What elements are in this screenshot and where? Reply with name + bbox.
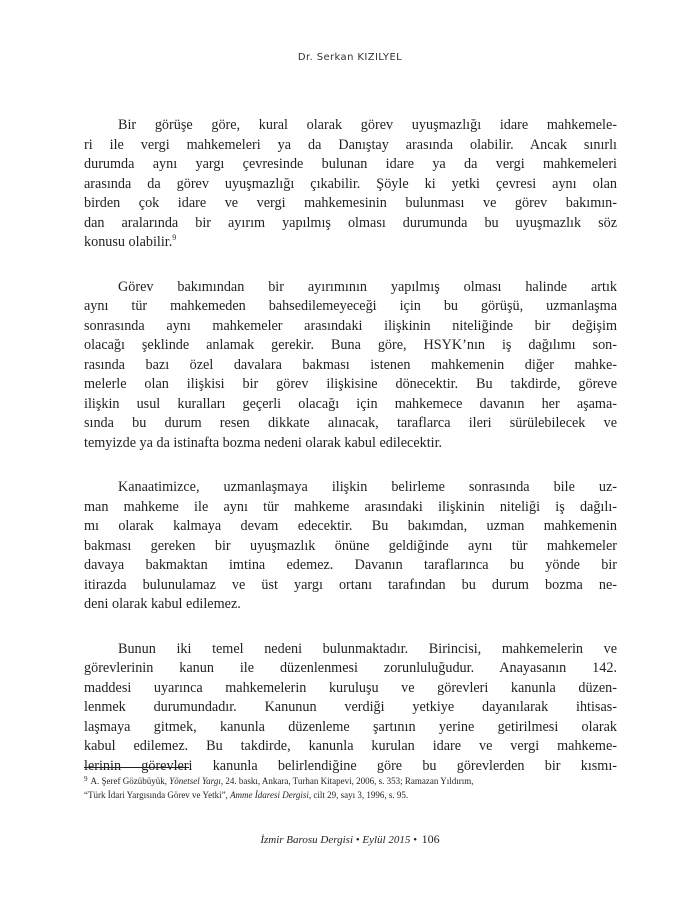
text-line: Bir görüşe göre, kural olarak görev uyuşmazlığı idare mahkemele- <box>118 117 617 133</box>
text-line: birden çok idare ve vergi mahkemesinin bulunması ve görev bakımın- <box>84 195 617 211</box>
paragraph <box>84 640 617 777</box>
paragraph <box>84 116 617 253</box>
text-line: aynı tür mahkemeden bahsedilemeyeceği için bu görüşü, uzmanlaşma <box>84 298 617 314</box>
text-line: lerinin görevleri kanunla belirlendiğine göre bu görevlerden bir kısmı- <box>84 757 617 774</box>
text-line: ilişkin usul kuralları geçerli olacağı için mahkemece davanın her aşama- <box>84 395 617 412</box>
text-line: Bunun iki temel nedeni bulunmaktadır. Birincisi, mahkemelerin ve <box>118 640 617 657</box>
text-line: rasında bazı özel davalara bakması istenen mahkemenin diğer mahke- <box>84 356 617 373</box>
body-text <box>84 116 617 801</box>
text-line: lenmek durumundadır. Kanunun verdiği yetkiye dayanılarak ihtisas- <box>84 699 617 715</box>
footnote-line-1: $^9$ A. Şeref Gözübüyük, Yönetsel Yargı, 24. baskı, Ankara, Turhan Kitapevi, 2006, s. 353; Ramazan Yıldırım, <box>84 775 474 786</box>
paragraph <box>84 278 617 454</box>
footnote-line-2: “Türk İdari Yargısında Görev ve Yetki”, Amme İdaresi Dergisi, cilt 29, sayı 3, 1996, s. 95. <box>84 790 409 800</box>
text-line: man mahkeme ile aynı tür mahkeme arasındaki ilişkinin niteliği iş dağılı- <box>84 498 617 515</box>
text-line: arasında da görev uyuşmazlığı çıkabilir. Şöyle ki yetki çevresi aynı olan <box>84 175 617 192</box>
text-line: Görev bakımından bir ayırımının yapılmış olması halinde artık <box>118 278 617 295</box>
text-line: sonrasında aynı mahkemeler arasındaki ilişkinin niteliğinde bir değişim <box>84 317 617 334</box>
text-line: maddesi uyarınca mahkemelerin kuruluşu ve görevleri kanunla düzen- <box>84 679 617 696</box>
page-number: 106 <box>421 832 440 846</box>
text-line: deni olarak kabul edilemez. <box>84 596 241 612</box>
text-line: konusu olabilir.$^9$ <box>84 233 177 250</box>
footnote-reference[interactable]: 9 <box>172 233 177 242</box>
footnote-number: 9 <box>84 775 88 783</box>
footnote-journal-title: Amme İdaresi Dergisi <box>230 790 309 800</box>
text-line: mı olarak kalmaya devam edecektir. Bu bakımdan, uzman mahkemenin <box>84 518 617 534</box>
text-line: davaya bakmaktan imtina edemez. Davanın taraflarınca bu yönde bir <box>84 557 617 573</box>
text-line: laşmaya gitmek, kanunla düzenleme şartının yerine getirilmesi olarak <box>84 718 617 735</box>
text-line: olacağı şeklinde anlamak gerekir. Buna göre, HSYK’nın iş dağılımı son- <box>84 337 617 353</box>
text-line: temyizde ya da istinafta bozma nedeni olarak kabul edilecektir. <box>84 434 443 451</box>
text-line: durumda aynı yargı çevresinde bulunan idare ya da vergi mahkemeleri <box>84 156 617 172</box>
paragraph <box>84 478 617 615</box>
text-line: görevlerinin kanun ile düzenlenmesi zorunluluğudur. Anayasanın 142. <box>84 660 617 676</box>
footnote-separator <box>84 767 189 768</box>
text-line: melerle olan ilişkisi bir görev ilişkisine dönecektir. Bu takdirde, göreve <box>84 376 617 392</box>
text-line: kabul edilemez. Bu takdirde, kanunla kurulan idare ve vergi mahkeme- <box>84 738 617 754</box>
text-line: dan aralarında bir ayırım yapılmış olması durumunda bu uyuşmazlık söz <box>84 214 617 231</box>
text-line: sında bu durum resen dikkate alınacak, taraflarca ileri sürülebilecek ve <box>84 415 617 431</box>
text-line: itirazda bulunulamaz ve üst yargı ortanı tarafından bu durum bozma ne- <box>84 576 617 593</box>
running-header-author: Dr. Serkan KIZILYEL <box>297 52 403 63</box>
text-line: bakması gereken bir uyuşmazlık önüne geldiğinde aynı tür mahkemeler <box>84 537 617 554</box>
text-line: Kanaatimizce, uzmanlaşmaya ilişkin belirleme sonrasında bile uz- <box>118 479 617 495</box>
text-line: ri ile vergi mahkemeleri ya da Danıştay arasında olabilir. Ancak sınırlı <box>84 136 617 153</box>
footnote <box>84 772 617 802</box>
footnote-book-title: Yönetsel Yargı <box>169 776 221 786</box>
page-footer <box>0 832 700 847</box>
footer-journal: İzmir Barosu Dergisi • Eylül 2015 • <box>260 834 417 846</box>
